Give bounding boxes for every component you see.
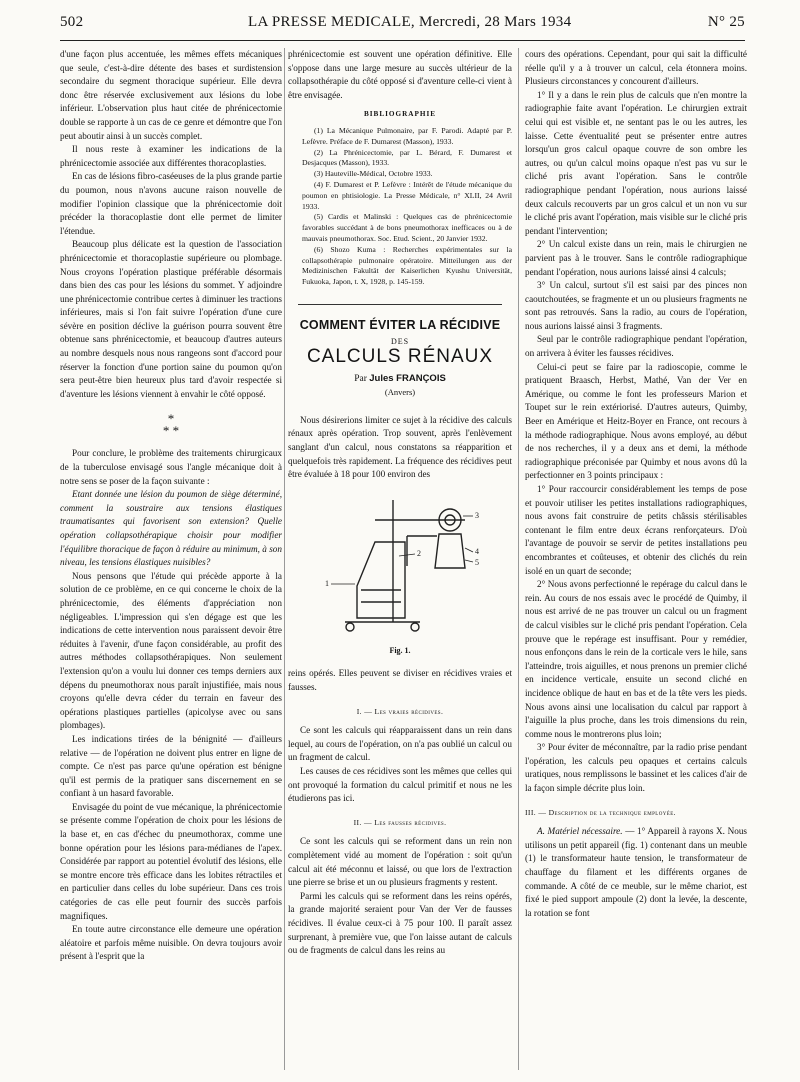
paragraph: cours des opérations. Cependant, pour qui sait la difficulté réelle qu'il y a à trouver un calcul, cela étonnera moins. Plusieurs circonstances y concourent d'ailleurs. (525, 49, 747, 87)
figure-caption: Fig. 1. (389, 645, 411, 655)
column-2 (288, 48, 512, 1074)
figure-label: 5 (475, 557, 479, 567)
paragraph: 2° Un calcul existe dans un rein, mais le chirurgien ne parvient pas à le trouver. Sans le contrôle radiographique pendant l'opération, nous aurions laissé ainsi 4 calculs; (525, 239, 747, 277)
bibliography-entry: (2) La Phrénicectomie, par L. Bérard, F. Dumarest et Desjacques (Masson), 1933. (302, 147, 512, 168)
section-heading: II. — Les fausses récidives. (353, 817, 447, 827)
header-rule (60, 40, 745, 41)
cone-housing (435, 534, 465, 568)
paragraph: Les indications tirées de la bénignité — d'ailleurs relative — de l'opération ne doivent plus entrer en ligne de compte. Ce n'est pas parce qu'une opération est bénigne qu'il est permis de la pratiquer sans discernement en se confiant à un hasard favorable. (60, 733, 282, 799)
paragraph-text: — 1° Appareil à rayons X. Nous utilisons un petit appareil (fig. 1) contenant dans un meuble (1) le transformateur haute tension, le transformateur de chauffage du filament et les différents organes de commande. A côté de ce meuble, sur le même chariot, est fixé le pied support ampoule (2) dont la levée, la descente, la rotation se font (525, 826, 747, 918)
section-heading: III. — Description de la technique employée. (525, 807, 676, 817)
paragraph: phrénicectomie est souvent une opération définitive. Elle s'oppose dans une large mesure au succès ultérieur de la collapsothérapie du côté opposé si d'aventure celle-ci vient à être envisagée. (288, 49, 512, 100)
paragraph: Il nous reste à examiner les indications de la phrénicectomie associée aux différentes thoracoplasties. (60, 144, 282, 168)
paragraph: En toute autre circonstance elle demeure une opération aléatoire et parfois même nuisible. On devra toujours avoir présent à l'esprit que la (60, 924, 282, 962)
article-title: CALCULS RÉNAUX (306, 346, 494, 368)
bibliography-heading: BIBLIOGRAPHIE (363, 110, 437, 119)
paragraph: Beaucoup plus délicate est la question de l'association phrénicectomie et thoracoplastie supérieure ou plombage. Nous croyons l'opération plastique préférable désormais dans bien des cas pour les lésions du sommet. Y adjoindre une phrénicectomie contribue certes à diminuer les tractions inférieures, mais si l'on fait suivre l'opération d'une cure sévère en position déclive la guérison pourra souvent être obtenue sans phrénicectomie, et beaucoup d'autres auteurs au nombre desquels nous nous rangeons sont d'accord pour réserver la fonction d'une portion saine du poumon qu'on sera peut-être bien heureux plus tard d'avoir respectée si d'aventure les lésions viennent à envahir le côté opposé. (60, 239, 282, 399)
issue-number: N° 25 (707, 14, 745, 30)
paragraph: 1° Pour raccourcir considérablement les temps de pose et pouvoir utiliser les petites installations radiographiques, nous avons fait construire de petits châssis stérilisables contenant le film entre deux écrans renforçateurs. D'où l'avantage de pouvoir se servir de petites installations peu encombrantes et coûteuses, et obtenir des clichés du rein isolé en un quart de seconde; (525, 484, 747, 576)
paragraph: Envisagée du point de vue mécanique, la phrénicectomie se présente comme l'opération de choix pour les lésions de la base et, en cas d'échec du pneumothorax, comme une bonne opération pour les lésions para-médianes de l'apex. Considérée par rapport au potentiel évolutif des lésions, elle se montre encore très efficace dans les lobites rétractiles et en particulier dans celles du lobe supérieur. Dans ces trois catégories de cas elle peut fournir des succès parfois magnifiques. (60, 801, 282, 921)
bibliography-entry: (1) La Mécanique Pulmonaire, par F. Parodi. Adapté par P. Lefèvre. Préface de F. Dumarest (Masson), 1933. (302, 125, 512, 146)
article-rule (298, 304, 502, 305)
paragraph: Les causes de ces récidives sont les mêmes que celles qui ont provoqué la formation du calcul primitif et nous ne les étudierons pas ici. (288, 766, 512, 804)
article-author (288, 372, 512, 387)
paragraph: Parmi les calculs qui se reforment dans les reins opérés, la grande majorité seraient pour Van der Ver de fausses récidives. Il évalue ceux-ci à 75 pour 100. Il paraît assez surprenant, à première vue, que l'on laisse autant de calculs ou de fragments de calcul dans les reins au (288, 890, 512, 956)
cabinet-meuble (357, 542, 405, 618)
article-heading: COMMENT ÉVITER LA RÉCIDIVE (299, 317, 501, 332)
paragraph (525, 825, 747, 920)
paragraph: Nous désirerions limiter ce sujet à la récidive des calculs rénaux après opération. Trop souvent, après l'enlèvement sanglant d'un calcul, nous constatons sa réapparition et quelquefois très rapidement. La fréquence des récidives peut être évaluée à 18 pour 100 environ des (288, 414, 512, 480)
figure-label: 4 (475, 546, 479, 556)
paragraph: Pour conclure, le problème des traitements chirurgicaux de la tuberculose envisagé sous l'angle mécanique doit à notre sens se poser de la façon suivante : (60, 448, 282, 486)
paragraph: 1° Il y a dans le rein plus de calculs que n'en montre la radiographie faite avant l'opération. Le chirurgien extrait celui qui est visible et, ne sentant pas le ou les autres, les laisse. Cette éventualité peut se présenter entre autres lorsqu'un gros calcul opaque couvre de son ombre les autres, ou qu'un calcul moins opaque n'est pas vu sur le cliché pris avant l'opération. Sans le contrôle radiographique pendant l'opération, nous aurions laissé deux calculs recouverts par un gros calcul et un non vu sur le cliché pris avant l'opération, mais visible sur le cliché pris pendant l'intervention; (525, 89, 747, 236)
paragraph: 3° Pour éviter de méconnaître, par la radio prise pendant l'opération, les calculs peu opaques et certains calculs uratiques, nous remplissons le bassinet et les calices d'air de la façon simple décrite plus loin. (525, 742, 747, 794)
paragraph: d'une façon plus accentuée, les mêmes effets mécaniques que seule, c'est-à-dire détente des bases et surdistension secondaire du segment thoracique supérieur. Elle devra donc être réservée exclusivement aux lésions du lobe inférieur. L'observation plus haut citée de phrénicectomie double se rapporte à un cas de ce genre et démontre que l'on peut aboutir ainsi à un succès complet. (60, 49, 282, 141)
paragraph: 2° Nous avons perfectionné le repérage du calcul dans le rein. Au cours de nos essais avec le procédé de Quimby, il nous est arrivé de ne pas trouver un calcul ou un fragment de calcul visibles sur le cliché pris pendant l'opération. Cela prouve que le repérage est insuffisant. Pour y remédier, nous enfonçons dans le rein de la corticale vers le hile, sans l'atteindre, trois aiguilles, et nous prenons un premier cliché en incidence verticale, ensuite un second cliché en incidence oblique de haut en bas et de la tête vers les pieds. Nous avons ainsi une localisation du calcul par rapport à l'aiguille la plus proche, dans les trois dimensions du rein, comme nous le montrerons plus loin; (525, 579, 747, 739)
column-3 (525, 48, 747, 1074)
section-separator-stars: * * * (162, 411, 180, 439)
journal-title: LA PRESSE MEDICALE, Mercredi, 28 Mars 1934 (248, 14, 572, 30)
column-divider-1 (284, 48, 285, 1070)
bibliography-entry: (6) Shozo Kuma : Recherches expérimentales sur la collapsothérapie pulmonaire opératoire. Mitteilungen aus der Medizinischen Fakultät der Kaiserlichen Kyushu Universität, Fukuoka, Japon, t. X, 1928, p. 145-159. (302, 244, 512, 287)
paragraph: Ce sont les calculs qui se reforment dans un rein non complètement vidé au moment de l'opération : soit qu'un calcul ait été méconnu et laissé, ou que lors de l'extraction une pierre se brise et un ou plusieurs fragments y restent. (288, 836, 512, 888)
paragraph: Nous pensons que l'étude qui précède apporte à la solution de ce problème, en ce qui concerne le choix de la phrénicectomie, des éléments d'appréciation non négligeables. L'impression qui s'en dégage est que les indications de cette intervention nous paraissent devoir être réduites à l'avenir, d'une façon considérable, au profit des autres méthodes collapsothérapiques. Non seulement l'extension qu'on a voulu lui donner ces temps derniers aux dépens du pneumothorax nous paraît injustifiée, mais nous croyons qu'elle devra céder du terrain en faveur des opérations plastiques partielles (apicolyse avec ou sans plombages). (60, 570, 282, 731)
article-heading-des: DES (390, 336, 410, 346)
xray-apparatus-figure (315, 490, 485, 640)
paragraph: reins opérés. Elles peuvent se diviser en récidives vraies et fausses. (288, 668, 512, 693)
paragraph-italic: Etant donnée une lésion du poumon de siège déterminé, comment la soustraire aux tensions élastiques traumatisantes qui favorisent son extension? Quelle opération collapsothérapique choisir pour modifier l'équilibre thoracique de façon à réduire au minimum, à son niveau, les tensions élastiques nuisibles? (60, 489, 282, 568)
figure-label: 2 (417, 548, 421, 558)
paragraph-label: A. Matériel nécessaire. (537, 826, 623, 837)
bibliography-entry: (5) Cardis et Malinski : Quelques cas de phrénicectomie favorables succédant à de bons pneumothorax inefficaces ou à de mauvais pneumothorax. Soc. Etud. Scient., 20 Janvier 1932. (302, 212, 512, 243)
section-heading: I. — Les vraies récidives. (356, 706, 444, 716)
wheel (346, 623, 354, 631)
paragraph: 3° Un calcul, surtout s'il est saisi par des pinces non caoutchoutées, se fragmente et un ou plusieurs fragments ne sont pas retrouvés. Sans la radio, au cours de l'opération, nous aurions laissé ainsi 3 fragments. (525, 280, 747, 331)
wheel (411, 623, 419, 631)
paragraph: En cas de lésions fibro-caséeuses de la plus grande partie du poumon, nous n'avons aucune raison nouvelle de modifier l'opinion classique que la phrénicectomie doit précéder la thoracoplastie dont elle permet de limiter l'étendue. (60, 171, 282, 236)
paragraph: Celui-ci peut se faire par la radioscopie, comme le pratiquent Braasch, Herbst, Mathé, Van der Ver en Amérique, ou comme le font les professeurs Marion et Toupet sur le rein extériorisé. D'autres auteurs, Quimby, Beer en Amérique et Heitz-Boyer en France, ont recours à la méthode radiographique. Nous avons employé, au début de nos recherches, il y a deux ans et demi, la méthode radiographique préconisée par Quimby et nous avons dû la perfectionner en 3 points principaux : (525, 361, 747, 481)
column-1 (60, 48, 282, 1074)
bibliography-entry: (4) F. Dumarest et P. Lefèvre : Intérêt de l'étude mécanique du poumon en phtisiologie. La Presse Médicale, n° XLII, 24 Avril 1933. (302, 179, 512, 211)
figure-label: 1 (325, 578, 329, 588)
column-divider-2 (518, 48, 519, 1070)
author-prefix: Par (354, 373, 367, 384)
author-name: Jules FRANÇOIS (369, 372, 446, 384)
page-number: 502 (60, 14, 84, 30)
author-city: (Anvers) (384, 387, 416, 398)
bibliography-entry: (3) Hauteville-Médical, Octobre 1933. (314, 169, 433, 179)
paragraph: Ce sont les calculs qui réapparaissent dans un rein dans lequel, au cours de l'opération, on n'a pas oublié un calcul ou un fragment de calcul. (288, 725, 512, 763)
paragraph: Seul par le contrôle radiographique pendant l'opération, on arrivera à éviter les fausses récidives. (525, 334, 747, 359)
figure-label: 3 (475, 510, 479, 520)
page-header (60, 14, 745, 36)
